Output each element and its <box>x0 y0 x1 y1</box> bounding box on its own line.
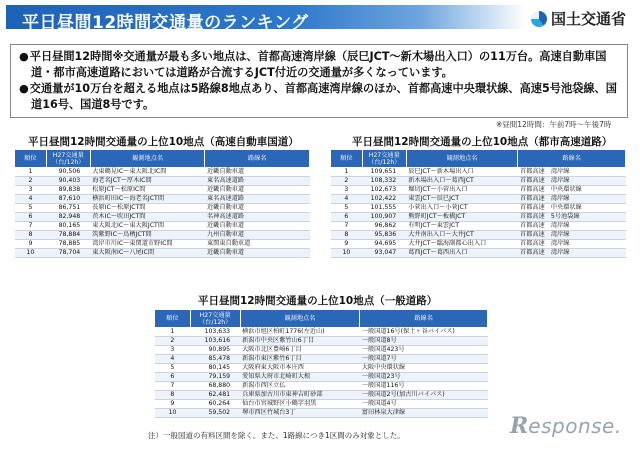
column-header-rank: 順位 <box>15 150 47 168</box>
column-header-rank: 順位 <box>155 310 191 328</box>
rank-cell: 9 <box>15 240 47 249</box>
table-row <box>15 168 310 177</box>
volume-cell: 95,836 <box>362 231 406 240</box>
rank-cell: 4 <box>331 195 363 204</box>
volume-cell: 87,610 <box>46 195 90 204</box>
location-cell: 有明JCT～東雲JCT <box>406 222 518 231</box>
route-cell: 東関東自動車道 <box>205 240 310 249</box>
column-header-volume: H27交通量 （台/12h） <box>46 150 90 168</box>
rank-cell: 3 <box>155 346 191 355</box>
table-row <box>15 222 310 231</box>
rank-cell: 3 <box>331 186 363 195</box>
location-cell: 新潟市東区紫竹6丁目 <box>240 355 360 364</box>
rank-cell: 8 <box>15 231 47 240</box>
route-cell: 首都高速 湾岸線 <box>518 231 626 240</box>
volume-cell: 85,478 <box>190 355 240 364</box>
route-cell: 近畿自動車道 <box>205 186 310 195</box>
table-row <box>15 195 310 204</box>
rank-cell: 9 <box>331 240 363 249</box>
location-cell: 愛知県大府市北崎町大根 <box>240 373 360 382</box>
volume-cell: 109,651 <box>362 168 406 177</box>
general-ranking-table <box>154 309 488 418</box>
location-cell: 横浜町田IC～海老名JCT間 <box>90 195 205 204</box>
mlit-logo-icon <box>531 11 547 27</box>
location-cell: 海老名JCT～厚木IC間 <box>90 177 205 186</box>
route-cell: 一般国道16号(保土ヶ谷バイパス) <box>360 328 488 337</box>
table-row <box>155 391 488 400</box>
table-row <box>15 249 310 258</box>
rank-cell: 1 <box>15 168 47 177</box>
location-cell: 大阪市北区豊崎6丁目 <box>240 346 360 355</box>
table-row <box>155 364 488 373</box>
rank-cell: 2 <box>15 177 47 186</box>
rank-cell: 8 <box>331 231 363 240</box>
volume-cell: 102,673 <box>362 186 406 195</box>
volume-cell: 103,616 <box>190 337 240 346</box>
volume-cell: 78,885 <box>46 240 90 249</box>
location-cell: 大井南出入口～大井JCT <box>406 231 518 240</box>
table-row <box>331 231 626 240</box>
table-row <box>15 177 310 186</box>
route-cell: 一般国道116号 <box>360 382 488 391</box>
table-row <box>15 240 310 249</box>
volume-cell: 78,884 <box>46 231 90 240</box>
table-row <box>155 355 488 364</box>
route-cell: 一般国道423号 <box>360 346 488 355</box>
column-header-volume: H27交通量 （台/12h） <box>362 150 406 168</box>
location-cell: 大阪府東大阪市本庄西 <box>240 364 360 373</box>
table-row <box>155 373 488 382</box>
location-cell: 長原IC～松原JCT間 <box>90 204 205 213</box>
route-cell: 首都高速 湾岸線 <box>518 240 626 249</box>
volume-cell: 100,907 <box>362 213 406 222</box>
volume-cell: 101,555 <box>362 204 406 213</box>
column-header-route: 路線名 <box>518 150 626 168</box>
location-cell: 辰巳JCT～新木場出入口 <box>406 168 518 177</box>
location-cell: 新木場出入口～葛西JCT <box>406 177 518 186</box>
response-watermark <box>510 413 622 439</box>
table-row <box>331 204 626 213</box>
rank-cell: 2 <box>331 177 363 186</box>
location-cell: 新潟市中央区紫竹山6丁目 <box>240 337 360 346</box>
location-cell: 横浜市旭区柏町1776(左近山) <box>240 328 360 337</box>
rank-cell: 1 <box>155 328 191 337</box>
volume-cell: 62,481 <box>190 391 240 400</box>
location-cell: 葛西JCT～葛西出入口 <box>406 249 518 258</box>
location-cell: 東大阪南IC～八尾IC間 <box>90 249 205 258</box>
column-header-location: 観測地点名 <box>90 150 205 168</box>
route-cell: 一般国道23号 <box>360 373 488 382</box>
table-row <box>155 409 488 418</box>
table-row <box>15 204 310 213</box>
expressway-ranking-table <box>14 149 310 258</box>
column-header-route: 路線名 <box>360 310 488 328</box>
volume-cell: 90,403 <box>46 177 90 186</box>
urban-table-title: 平日昼間12時間交通量の上位10地点（都市高速道路） <box>352 136 613 148</box>
volume-cell: 94,695 <box>362 240 406 249</box>
volume-cell: 80,145 <box>190 364 240 373</box>
rank-cell: 6 <box>331 213 363 222</box>
summary-notes <box>10 44 628 118</box>
location-cell: 大井JCT～臨海副都心出入口 <box>406 240 518 249</box>
watermark-text: esponse. <box>528 414 622 438</box>
volume-cell: 102,422 <box>362 195 406 204</box>
table-row <box>331 168 626 177</box>
location-cell: 東大阪北IC～東大阪JCT間 <box>90 222 205 231</box>
rank-cell: 7 <box>15 222 47 231</box>
volume-cell: 90,895 <box>190 346 240 355</box>
volume-cell: 78,704 <box>46 249 90 258</box>
route-cell: 近畿自動車道 <box>205 222 310 231</box>
column-header-location: 観測地点名 <box>240 310 360 328</box>
route-cell: 大阪中央環状線 <box>360 364 488 373</box>
expressway-table-title: 平日昼間12時間交通量の上位10地点（高速自動車国道） <box>28 136 299 148</box>
location-cell: 東雲JCT～辰巳JCT <box>406 195 518 204</box>
location-cell: 松原JCT～松原IC間 <box>90 186 205 195</box>
location-cell: 仙台市宮城野区小鶴字羽黒 <box>240 400 360 409</box>
route-cell: 名神高速道路 <box>205 213 310 222</box>
location-cell: 熊野町JCT～板橋JCT <box>406 213 518 222</box>
page-title: 平日昼間12時間交通量のランキング <box>22 13 309 33</box>
rank-cell: 4 <box>155 355 191 364</box>
volume-cell: 108,332 <box>362 177 406 186</box>
route-cell: 近畿自動車道 <box>205 249 310 258</box>
location-cell: 堺市西区竹城台3丁 <box>240 409 360 418</box>
table-row <box>331 186 626 195</box>
table-row <box>331 213 626 222</box>
route-cell: 東名高速道路 <box>205 177 310 186</box>
rank-cell: 9 <box>155 400 191 409</box>
rank-cell: 10 <box>331 249 363 258</box>
urban-ranking-table <box>330 149 626 258</box>
volume-cell: 86,751 <box>46 204 90 213</box>
volume-cell: 90,506 <box>46 168 90 177</box>
table-row <box>331 240 626 249</box>
route-cell: 首都高速 5号池袋線 <box>518 213 626 222</box>
rank-cell: 6 <box>15 213 47 222</box>
ministry-logo <box>531 8 626 29</box>
summary-note: ● 平日昼間12時間※交通量が最も多い地点は、首都高速湾岸線（辰巳JCT～新木場出入口）の11万台。高速自動車国道・都市高速道路においては道路が合流するJCT付近の交通量が多くなっています。 <box>19 49 619 81</box>
route-cell: 一般国道2号(加古川バイパス) <box>360 391 488 400</box>
volume-cell: 82,948 <box>46 213 90 222</box>
table-row <box>155 337 488 346</box>
column-header-location: 観測地点名 <box>406 150 518 168</box>
location-cell: 小菅出入口～小菅JCT <box>406 204 518 213</box>
column-header-volume: H27交通量 （台/12h） <box>190 310 240 328</box>
route-cell: 近畿自動車道 <box>205 168 310 177</box>
route-cell: 首都高速 湾岸線 <box>518 249 626 258</box>
table-row <box>155 328 488 337</box>
volume-cell: 60,264 <box>190 400 240 409</box>
route-cell: 首都高速 湾岸線 <box>518 177 626 186</box>
rank-cell: 5 <box>15 204 47 213</box>
column-header-rank: 順位 <box>331 150 363 168</box>
rank-cell: 1 <box>331 168 363 177</box>
route-cell: 近畿自動車道 <box>205 204 310 213</box>
table-row <box>15 186 310 195</box>
volume-cell: 89,838 <box>46 186 90 195</box>
table-row <box>331 177 626 186</box>
route-cell: 九州自動車道 <box>205 231 310 240</box>
summary-note: ● 交通量が10万台を超える地点は5路線8地点あり、首都高速湾岸線のほか、首都高速中央環状線、高速5号池袋線、国道16号、国道8号です。 <box>19 81 619 113</box>
rank-cell: 5 <box>155 364 191 373</box>
time-definition-note: ※昼間12時間：午前7時～午後7時 <box>496 120 612 129</box>
route-cell: 一般国道8号 <box>360 337 488 346</box>
ministry-name: 国土交通省 <box>551 10 627 28</box>
rank-cell: 5 <box>331 204 363 213</box>
title-bar <box>0 0 640 34</box>
volume-cell: 93,047 <box>362 249 406 258</box>
rank-cell: 6 <box>155 373 191 382</box>
table-row <box>331 222 626 231</box>
volume-cell: 103,633 <box>190 328 240 337</box>
location-cell: 茨木IC～吹田JCT間 <box>90 213 205 222</box>
route-cell: 首都高速 湾岸線 <box>518 168 626 177</box>
watermark-mark: R <box>510 413 529 439</box>
volume-cell: 96,862 <box>362 222 406 231</box>
table-row <box>331 249 626 258</box>
route-cell: 一般国道7号 <box>360 355 488 364</box>
table-row <box>155 382 488 391</box>
volume-cell: 79,159 <box>190 373 240 382</box>
rank-cell: 4 <box>15 195 47 204</box>
table-row <box>155 346 488 355</box>
route-cell: 首都高速 中央環状線 <box>518 204 626 213</box>
rank-cell: 8 <box>155 391 191 400</box>
table-row <box>331 195 626 204</box>
volume-cell: 80,165 <box>46 222 90 231</box>
location-cell: 兵庫県加古川市東神吉町砂部 <box>240 391 360 400</box>
volume-cell: 68,880 <box>190 382 240 391</box>
column-header-route: 路線名 <box>205 150 310 168</box>
table-row <box>15 213 310 222</box>
location-cell: 新潟市西区立仏 <box>240 382 360 391</box>
rank-cell: 10 <box>15 249 47 258</box>
rank-cell: 7 <box>155 382 191 391</box>
location-cell: 堀切JCT～小菅出入口 <box>406 186 518 195</box>
rank-cell: 3 <box>15 186 47 195</box>
location-cell: 大東鶴見IC～東大阪北IC間 <box>90 168 205 177</box>
route-cell: 富田林泉大津線 <box>360 409 488 418</box>
rank-cell: 7 <box>331 222 363 231</box>
volume-cell: 59,502 <box>190 409 240 418</box>
rank-cell: 10 <box>155 409 191 418</box>
route-cell: 首都高速 中央環状線 <box>518 186 626 195</box>
route-cell: 一般国道4号 <box>360 400 488 409</box>
general-table-title: 平日昼間12時間交通量の上位10地点（一般道路） <box>198 295 438 307</box>
location-cell: 筑紫野IC～鳥栖JCT間 <box>90 231 205 240</box>
route-cell: 東名高速道路 <box>205 195 310 204</box>
table-row <box>155 400 488 409</box>
route-cell: 首都高速 湾岸線 <box>518 195 626 204</box>
footnote: 注）一般国道の有料区間を除く。また、1路線につき1区間のみ対象とした。 <box>148 431 405 440</box>
table-row <box>15 231 310 240</box>
route-cell: 首都高速 湾岸線 <box>518 222 626 231</box>
location-cell: 湾岸市川IC～東関道市野IC間 <box>90 240 205 249</box>
rank-cell: 2 <box>155 337 191 346</box>
